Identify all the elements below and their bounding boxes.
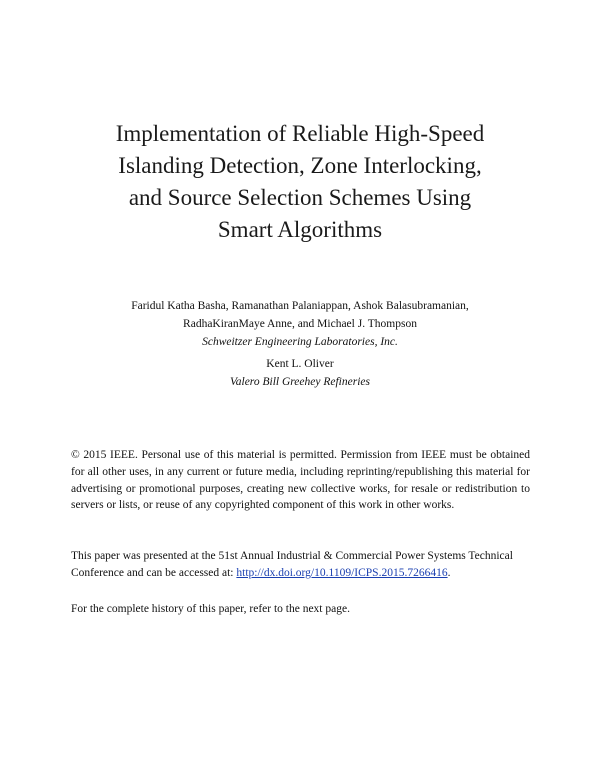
presentation-line-2-suffix: . (447, 566, 451, 579)
second-author (60, 355, 540, 391)
title-line-2: Islanding Detection, Zone Interlocking, (118, 153, 482, 178)
author2-name: Kent L. Oliver (266, 358, 334, 370)
authors-line-1: Faridul Katha Basha, Ramanathan Palaniappan, Ashok Balasubramanian, (131, 300, 469, 312)
title-line-4: Smart Algorithms (217, 217, 383, 242)
presentation-line-1: This paper was presented at the 51st Annual Industrial & Commercial Power Systems Technical (71, 550, 513, 562)
authors-affiliation: Schweitzer Engineering Laboratories, Inc. (202, 336, 398, 348)
doi-link[interactable]: http://dx.doi.org/10.1109/ICPS.2015.7266416 (236, 566, 448, 579)
presentation-line-2-prefix: Conference and can be accessed at: (71, 566, 237, 579)
author-list (60, 297, 540, 351)
history-note: For the complete history of this paper, refer to the next page. (71, 603, 350, 615)
title-line-1: Implementation of Reliable High-Speed (115, 121, 485, 146)
presentation-line-2 (71, 565, 530, 582)
paper-title (60, 118, 540, 246)
presentation-note (71, 548, 530, 582)
author2-affiliation: Valero Bill Greehey Refineries (230, 376, 370, 388)
copyright-notice: © 2015 IEEE. Personal use of this material is permitted. Permission from IEEE must be obtained for all other uses, in any current or future media, including reprinting/republishing this material for advertising or promotional purposes, creating new collective works, for resale or redistribution to servers or lists, or reuse of any copyrighted component of this work in other works. (71, 449, 530, 512)
title-line-3: and Source Selection Schemes Using (128, 185, 472, 210)
authors-line-2: RadhaKiranMaye Anne, and Michael J. Thompson (183, 318, 417, 330)
